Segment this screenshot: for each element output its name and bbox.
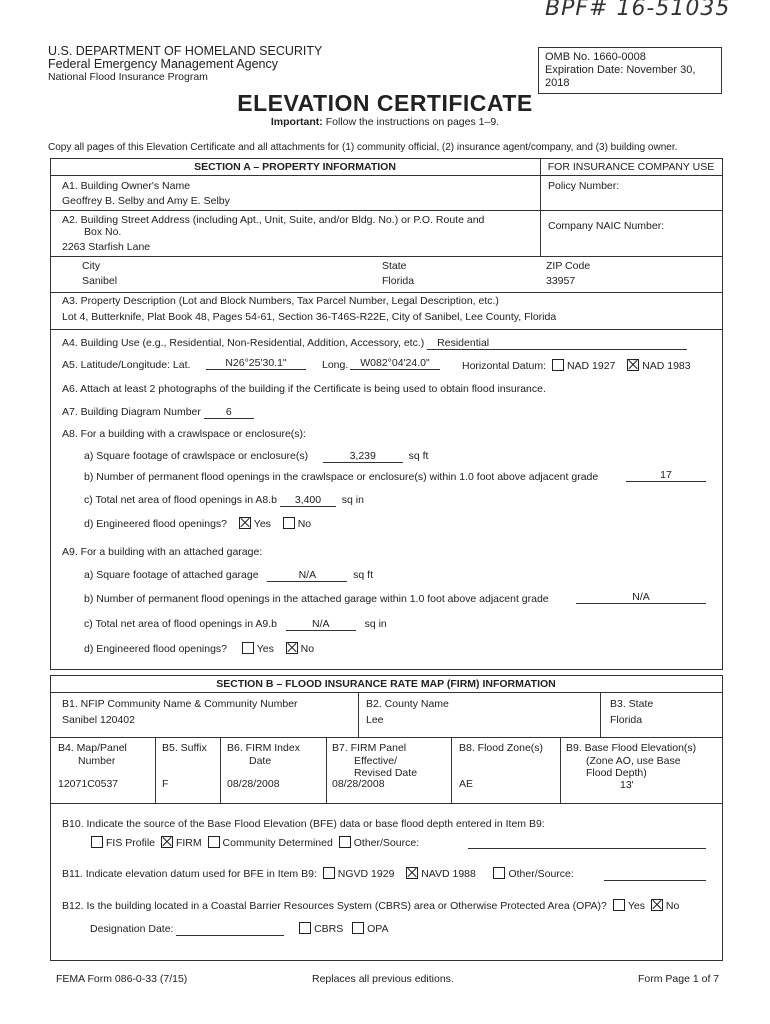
b10-fis-label: FIS Profile — [106, 837, 156, 849]
a9d-label: d) Engineered flood openings? — [84, 643, 228, 655]
b9-label-line2: (Zone AO, use Base — [586, 754, 681, 767]
b5-label: B5. Suffix — [162, 742, 207, 754]
zip-label: ZIP Code — [546, 260, 591, 272]
a8d-row — [84, 517, 311, 530]
a9d-yes-label: Yes — [256, 643, 274, 655]
a7-diagram-number[interactable]: 6 — [204, 406, 254, 419]
policy-number-label: Policy Number: — [548, 180, 620, 192]
omb-box — [538, 47, 722, 94]
omb-expiration: Expiration Date: November 30, 2018 — [545, 64, 696, 89]
b4-map-panel-number[interactable]: 12071C0537 — [58, 778, 119, 790]
a8d-no-label: No — [297, 518, 312, 530]
a8-label: A8. For a building with a crawlspace or enclosure(s): — [62, 428, 306, 440]
opa-checkbox[interactable] — [352, 922, 364, 934]
a8b-label: b) Number of permanent flood openings in the crawlspace or enclosure(s) within 1.0 foot above adjacent grade — [84, 471, 599, 483]
section-a-header: SECTION A – PROPERTY INFORMATION — [194, 161, 396, 173]
agency-program: National Flood Insurance Program — [48, 71, 208, 83]
b12-no-label: No — [665, 900, 680, 912]
city-value[interactable]: Sanibel — [82, 275, 118, 287]
b7-label-line3: Revised Date — [354, 767, 418, 779]
b11-other-source-line[interactable] — [604, 880, 706, 881]
b12-label: B12. Is the building located in a Coastal Barrier Resources System (CBRS) area or Otherwise Protected Area (OPA)? — [62, 900, 607, 912]
nad1927-checkbox[interactable] — [552, 359, 564, 371]
agency-block — [48, 45, 322, 84]
state-value[interactable]: Florida — [382, 275, 415, 287]
a9d-no-label: No — [300, 643, 315, 655]
a5-long-label: Long. — [322, 359, 349, 371]
b11-ngvd-label: NGVD 1929 — [337, 868, 395, 880]
city-label: City — [82, 260, 101, 272]
footer-replaces: Replaces all previous editions. — [312, 973, 454, 985]
b12-no-checkbox[interactable] — [651, 899, 663, 911]
a8a-label: a) Square footage of crawlspace or enclosure(s) — [84, 450, 309, 462]
a8d-label: d) Engineered flood openings? — [84, 518, 228, 530]
b6-firm-index-date[interactable]: 08/28/2008 — [227, 778, 280, 790]
opa-label: OPA — [367, 923, 389, 935]
form-title: ELEVATION CERTIFICATE — [237, 90, 533, 116]
b7-label-line2: Effective/ — [354, 754, 397, 767]
a9d-row — [84, 642, 314, 655]
a1-label: A1. Building Owner's Name — [62, 180, 191, 192]
designation-date-label: Designation Date: — [90, 923, 174, 935]
omb-number: OMB No. 1660-0008 — [545, 51, 646, 63]
b8-flood-zone[interactable]: AE — [459, 778, 474, 790]
a9a-row — [84, 569, 373, 582]
a8c-unit: sq in — [341, 494, 364, 506]
a8c-net-area[interactable]: 3,400 — [280, 494, 336, 507]
b11-label: B11. Indicate elevation datum used for BFE in Item B9: — [62, 868, 317, 880]
b7-label-line1: B7. FIRM Panel — [332, 742, 407, 754]
zip-value[interactable]: 33957 — [546, 275, 576, 287]
nad1927-label: NAD 1927 — [566, 360, 616, 372]
b11-other-checkbox[interactable] — [493, 867, 505, 879]
nad1983-label: NAD 1983 — [642, 360, 691, 372]
agency-department: U.S. DEPARTMENT OF HOMELAND SECURITY — [48, 44, 323, 58]
a9a-garage-sqft[interactable]: N/A — [267, 569, 347, 582]
b11-navd-checkbox[interactable] — [406, 867, 418, 879]
b3-state[interactable]: Florida — [610, 714, 643, 726]
section-b-header: SECTION B – FLOOD INSURANCE RATE MAP (FIRM) INFORMATION — [216, 678, 556, 690]
a8d-yes-label: Yes — [253, 518, 271, 530]
nad1983-checkbox[interactable] — [627, 359, 639, 371]
b10-fis-checkbox[interactable] — [91, 836, 103, 848]
a9b-label: b) Number of permanent flood openings in the attached garage within 1.0 foot above adjacent grade — [84, 593, 549, 605]
cbrs-label: CBRS — [314, 923, 344, 935]
b10-other-checkbox[interactable] — [339, 836, 351, 848]
a2-label-line1: A2. Building Street Address (including Apt., Unit, Suite, and/or Bldg. No.) or P.O. Route and — [62, 214, 485, 226]
handwritten-permit-number: BPF# 16-51035 — [545, 0, 731, 21]
a4-row — [62, 337, 687, 350]
a8d-yes-checkbox[interactable] — [239, 517, 251, 529]
a4-label: A4. Building Use (e.g., Residential, Non-Residential, Addition, Accessory, etc.) — [62, 337, 425, 349]
a4-building-use[interactable]: Residential — [427, 337, 687, 350]
a9c-row — [84, 618, 387, 631]
b8-label: B8. Flood Zone(s) — [459, 742, 544, 754]
a8a-unit: sq ft — [408, 450, 429, 462]
agency-name: Federal Emergency Management Agency — [48, 57, 278, 71]
a8b-flood-openings[interactable]: 17 — [626, 469, 706, 482]
cbrs-checkbox[interactable] — [299, 922, 311, 934]
a2-label-line2: Box No. — [84, 226, 122, 238]
designation-row — [90, 922, 389, 936]
b7-label — [332, 742, 417, 780]
b2-label: B2. County Name — [366, 698, 449, 710]
b6-label-line1: B6. FIRM Index — [227, 742, 300, 754]
b11-navd-label: NAVD 1988 — [421, 868, 476, 880]
a3-property-description[interactable]: Lot 4, Butterknife, Plat Book 48, Pages 54-61, Section 36-T46S-R22E, City of Sanibel, Lee County, Florida — [62, 311, 557, 323]
b10-other-source-line[interactable] — [468, 848, 706, 849]
b4-label-line2: Number — [78, 754, 116, 767]
b1-label: B1. NFIP Community Name & Community Number — [62, 698, 298, 710]
a5-datum-row — [462, 359, 691, 372]
b11-other-label: Other/Source: — [508, 868, 574, 880]
a5-label: A5. Latitude/Longitude: Lat. — [62, 359, 191, 371]
b9-base-flood-elevation[interactable]: 13' — [620, 779, 634, 791]
a9b-flood-openings[interactable]: N/A — [576, 591, 706, 604]
b9-label-line1: B9. Base Flood Elevation(s) — [566, 742, 697, 754]
b12-yes-checkbox[interactable] — [613, 899, 625, 911]
a9c-unit: sq in — [364, 618, 387, 630]
naic-number-label: Company NAIC Number: — [548, 220, 665, 232]
a9a-unit: sq ft — [353, 569, 374, 581]
b1-community[interactable]: Sanibel 120402 — [62, 714, 135, 726]
b10-other-label: Other/Source: — [353, 837, 420, 849]
b10-community-label: Community Determined — [222, 837, 333, 849]
a3-label: A3. Property Description (Lot and Block Numbers, Tax Parcel Number, Legal Description, etc.) — [62, 295, 499, 307]
a9d-yes-checkbox[interactable] — [242, 642, 254, 654]
footer-form-number: FEMA Form 086-0-33 (7/15) — [56, 973, 188, 985]
a9c-net-area[interactable]: N/A — [286, 618, 356, 631]
insurance-use-header: FOR INSURANCE COMPANY USE — [547, 161, 715, 173]
state-label: State — [382, 260, 407, 272]
a8c-label: c) Total net area of flood openings in A8.b — [84, 494, 278, 506]
horizontal-datum-label: Horizontal Datum: — [462, 360, 547, 372]
b7-firm-panel-date[interactable]: 08/28/2008 — [332, 778, 385, 790]
b6-label-line2: Date — [249, 754, 272, 767]
a9d-no-checkbox[interactable] — [286, 642, 298, 654]
a7-row — [62, 406, 254, 419]
b10-firm-label: FIRM — [175, 837, 202, 849]
b6-label — [227, 742, 300, 767]
a8c-row — [84, 494, 364, 507]
a5-longitude[interactable]: W082°04'24.0" — [350, 357, 440, 370]
b10-label: B10. Indicate the source of the Base Flood Elevation (BFE) data or base flood depth entered in Item B9: — [62, 818, 545, 830]
b3-label: B3. State — [610, 698, 654, 710]
b9-label — [566, 742, 696, 780]
a9a-label: a) Square footage of attached garage — [84, 569, 259, 581]
b4-label-line1: B4. Map/Panel — [58, 742, 127, 754]
important-text: Follow the instructions on pages 1–9. — [325, 116, 500, 128]
a1-owner-name[interactable]: Geoffrey B. Selby and Amy E. Selby — [62, 195, 230, 207]
b10-options — [88, 836, 419, 849]
important-note — [0, 116, 770, 128]
designation-date-field[interactable] — [176, 923, 284, 936]
footer-page-number: Form Page 1 of 7 — [638, 973, 720, 985]
b10-firm-checkbox[interactable] — [161, 836, 173, 848]
b11-ngvd-checkbox[interactable] — [323, 867, 335, 879]
a5-latitude[interactable]: N26°25'30.1" — [206, 357, 306, 370]
b2-county[interactable]: Lee — [366, 714, 384, 726]
a9-label: A9. For a building with an attached garage: — [62, 546, 263, 558]
a6-label: A6. Attach at least 2 photographs of the building if the Certificate is being used to obtain flood insurance. — [62, 383, 546, 395]
a7-label: A7. Building Diagram Number — [62, 406, 201, 418]
a2-street-address[interactable]: 2263 Starfish Lane — [62, 241, 151, 253]
a8d-no-checkbox[interactable] — [283, 517, 295, 529]
b11-row — [62, 867, 574, 880]
a8a-crawlspace-sqft[interactable]: 3,239 — [323, 450, 403, 463]
a9c-label: c) Total net area of flood openings in A9.b — [84, 618, 278, 630]
b12-yes-label: Yes — [627, 900, 645, 912]
b4-label — [58, 742, 127, 767]
b9-label-line3: Flood Depth) — [586, 767, 647, 779]
b10-community-checkbox[interactable] — [208, 836, 220, 848]
b12-row — [62, 899, 679, 912]
b5-suffix[interactable]: F — [162, 778, 169, 790]
a8a-row — [84, 450, 428, 463]
copy-note: Copy all pages of this Elevation Certificate and all attachments for (1) community official, (2) insurance agent/company, and (3) building owner. — [48, 142, 678, 153]
important-label: Important: — [270, 116, 323, 128]
